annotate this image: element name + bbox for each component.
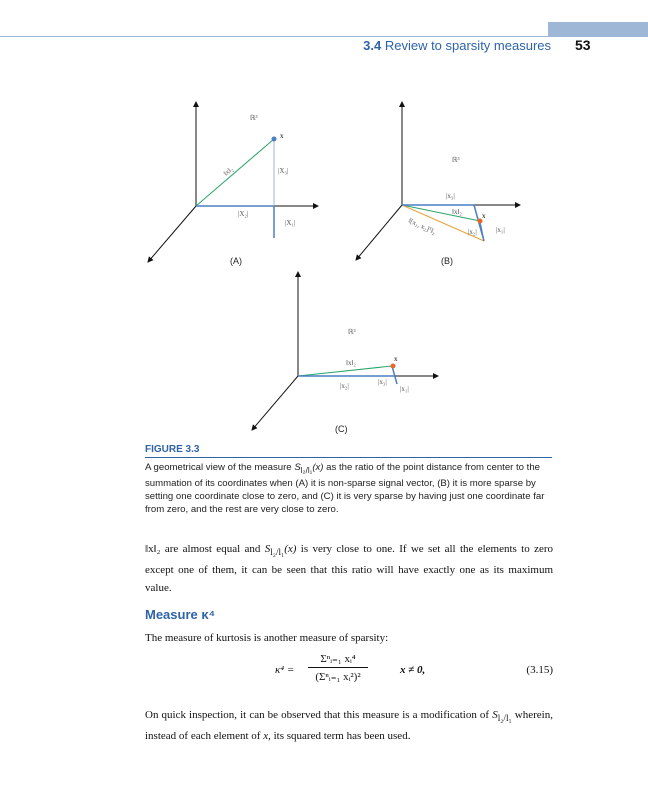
svg-text:‖x‖₂: ‖x‖₂ (222, 165, 235, 178)
equation-number: (3.15) (526, 664, 553, 676)
space-label-c: ℝ³ (348, 328, 356, 336)
section-heading: Measure κ⁴ (145, 607, 216, 622)
svg-text:‖[x₁, x₂]ᵀ‖₂: ‖[x₁, x₂]ᵀ‖₂ (407, 216, 437, 237)
body-paragraph-1: ‖x‖₂ are almost equal and $S_{l_2/l_1}(x)$ is very close to one. If we set all the elements to zero except one of them, it can be seen that this ratio will have exactly one as its maximum value. (145, 543, 553, 595)
svg-text:x: x (482, 212, 486, 220)
svg-text:|x₃|: |x₃| (378, 378, 387, 386)
panel-label-a: (A) (230, 256, 242, 266)
figure-3-3 (0, 90, 648, 440)
panel-a (148, 102, 318, 266)
svg-text:|X₃|: |X₃| (278, 167, 289, 175)
svg-text:|x₁|: |x₁| (400, 385, 409, 393)
svg-text:|x₁|: |x₁| (496, 226, 505, 234)
section-title: Review to sparsity measures (384, 38, 551, 53)
svg-text:|X₂|: |X₂| (238, 210, 249, 218)
equation-numerator: Σⁿᵢ₌₁ xᵢ⁴ (308, 652, 368, 668)
equation-fraction (308, 652, 368, 683)
svg-text:‖x‖₂: ‖x‖₂ (346, 359, 356, 367)
panel-c (252, 272, 438, 434)
space-label-b: ℝ³ (452, 156, 460, 164)
figure-caption-label: FIGURE 3.3 (145, 444, 200, 455)
svg-text:|x₂|: |x₂| (468, 228, 477, 236)
header-accent-bar (548, 22, 648, 36)
figure-caption: A geometrical view of the measure $S_{l_2/l_1}(x)$ as the ratio of the point distance from center to the summation of its coordinates when (A) it is non-sparse signal vector, (B) it is more sparse by setting one coordinate close to zero, and (C) it is very sparse by having just one coordinate far from zero, and the rest are very close to zero. (145, 462, 545, 515)
panel-b (356, 102, 520, 266)
panel-label-b: (B) (441, 256, 453, 266)
svg-text:x: x (280, 132, 284, 140)
body-paragraph-2: The measure of kurtosis is another measure of sparsity: (145, 632, 389, 644)
running-head (363, 38, 551, 53)
svg-text:|x₂|: |x₂| (340, 382, 349, 390)
svg-text:|X₁|: |X₁| (285, 219, 296, 227)
space-label-a: ℝ³ (250, 114, 258, 122)
equation-3-15 (250, 652, 553, 694)
point-x-a (272, 137, 277, 142)
header-rule (0, 36, 648, 37)
equation-denominator: (Σⁿᵢ₌₁ xᵢ²)² (315, 671, 361, 683)
section-number: 3.4 (363, 38, 382, 53)
svg-text:‖x‖₂: ‖x‖₂ (452, 208, 462, 216)
equation-lhs: κ⁴ = (275, 664, 295, 676)
body-paragraph-3: On quick inspection, it can be observed that this measure is a modification of $S_{l_2/l_1}$ wherein, instead of each element of x, its squared term has been used. (145, 709, 553, 743)
svg-text:x: x (394, 355, 398, 363)
panel-label-c: (C) (335, 424, 348, 434)
page-number: 53 (575, 37, 591, 53)
equation-condition: x ≠ 0, (400, 664, 426, 676)
svg-text:|x₃|: |x₃| (446, 192, 455, 200)
caption-rule (145, 457, 552, 458)
point-x-c (391, 364, 396, 369)
